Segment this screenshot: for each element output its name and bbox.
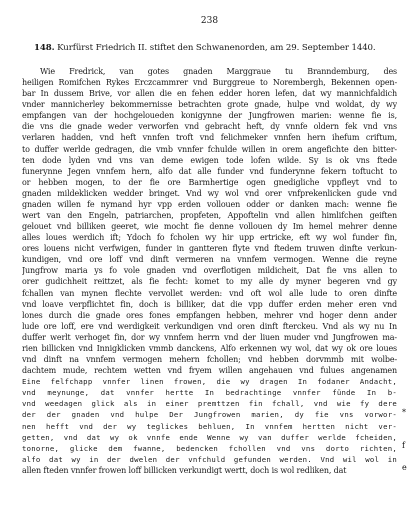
text-line: alles loues werdich ift; Ydoch fo fcholen wy hir upp ertricke, eft wy wol funder fin,	[22, 233, 397, 243]
text-line: vnder mannicherley bekommernisse betrachten grote gnade, hulpe vnd woldat, dy wy	[22, 100, 397, 110]
text-line: tonorne, glicke dem fwanne, bedencken fchollen vnd vns dorto richten,	[22, 443, 397, 453]
text-line: ores louens nicht verfwigen, funder in gantteren flyte vnd ftedem truwen dinfte verkun-	[22, 244, 397, 254]
text-line: Jungfrow maria ys fo vole gnaden vnd overflotigen mildicheit, Dat fie vns allen to	[22, 266, 397, 276]
page-number: 238	[200, 16, 219, 26]
text-line: funerynne Jegen vnnfem hern, alfo dat alle funder vnd funderynne fekern toftucht to	[22, 166, 397, 176]
text-line: verlaren hadden, vnd heft vnnfen troft vnd felichmeker vnnfen hern ihefum criftum,	[22, 133, 397, 143]
document-heading	[22, 43, 397, 53]
document-title: Kurfürst Friedrich II. stiftet den Schwanenorden, am 29. September 1440.	[57, 43, 376, 53]
text-line: gnaden mildeklicken wedder bringet. Vnd wy wol vnd orer vnfprekenlicken gude vnd	[22, 188, 397, 198]
document-body	[22, 66, 397, 476]
text-line: allen fteden vnnfer frowen loff billicken verkundigt wertt, doch is wol redliken, dat	[22, 465, 347, 475]
document-number: 148.	[34, 43, 55, 53]
text-line: vnd dinft na vnnfem vermogen mehern fchollen; vnd hebben dorvmmb mit wolbe-	[22, 355, 397, 365]
text-line: gelouet vnd billiken geeret, wie mocht fie denne vollouen dy Im hemel mehrer denne	[22, 222, 397, 232]
text-line: vnd weedagen glick als in einer premttzen fin fchall, vnd wie fy dere	[22, 399, 397, 409]
text-line: nen hefft vnd der wy teglickes behluen, In vnnfem hertten nicht ver-	[22, 421, 397, 431]
text-line: ten dode lyden vnd vns van deme ewigen tode lofen wilde. Sy is ok vns ftede	[22, 155, 397, 165]
text-line: vnd loave verpflichtet fin, doch is billiker, dat die vpp duffer erden meher eren vnd	[22, 299, 397, 309]
text-line: fchallen van mynen flechte vervollet werden: vnd oft wol alle lude to oren dinfte	[22, 288, 397, 298]
text-line: heiligen Romifchen Rykes Erczcammrer vnd Burggreue to Norembergh, Bekennen open-	[22, 78, 397, 88]
text-line: kundigen, vnd ore loff vnd dinft vermeren na vnnfem vermogen. Wenne die reyne	[22, 255, 397, 265]
text-line: bar In dussem Brive, vor allen die en fehen edder horen lefen, dat wy mannichfaldich	[22, 89, 397, 99]
text-line: gnaden willen fe nymand hyr vpp erden vollouen odder or danken mach: wenne fie	[22, 199, 397, 209]
text-line: rien billicken vnd Innigklicken vmmb danckens, Alfo erkennen wy wol, dat wy ok ore loues	[22, 343, 397, 353]
text-line: duffer werlt verhoget fin, dor wy vnnfem herrn vnd der liuen muder vnd Jungfrowen ma-	[22, 332, 397, 342]
text-line: alfo dat wy in der dwelen der vnfchuld gefunden werden. Vnd wil wol in	[22, 454, 397, 464]
text-line: Wie Fredrick, van gotes gnaden Marggraue tu Branndemburg, des	[40, 67, 397, 76]
text-line: der der gnaden vnd hulpe Der Jungfrowen marien, dy fie vns vorwor-	[22, 410, 397, 420]
text-line: dachtem mude, rechtem wetten vnd fryem willen angehauen vnd fulues angenamen	[22, 366, 397, 376]
text-line: or hebben mogen, to der fie ore Barmhertige ogen gnedigliche vppfleyt vnd to	[22, 177, 397, 187]
margin-mark: *	[402, 408, 406, 417]
text-line: orer gudichheit reittzet, als fie fecht: komet to my alle dy myner begeren vnd gy	[22, 277, 397, 287]
margin-mark: f	[402, 441, 405, 450]
text-line: wert van den Engeln, patriarchen, propfeten, Appoftelin vnd allen himlifchen geiften	[22, 211, 397, 221]
text-line: vnd meynunge, dat vnnfer hertte In bedrachtinge vnnfer fünde In b-	[22, 388, 397, 398]
text-line: lones durch die gnade ores fones empfangen hebben, mehrer vnd hoger denn ander	[22, 310, 397, 320]
text-line: lude ore loff, ere vnd werdigkeit verkundigen vnd oren dinft fterckeu. Vnd als wy nu In	[22, 321, 397, 331]
text-line: die vns die gnade weder verworfen vnd gebracht heft, dy vnnfe oldern fek vnd vns	[22, 122, 397, 132]
margin-mark: e	[402, 463, 407, 472]
text-line: Eine felfchapp vnnfer linen frowen, die wy dragen In fodaner Andacht,	[22, 377, 397, 387]
text-line: empfangen van der hochgeloueden konigynne der Jungfrowen marien: wenne fie is,	[22, 111, 397, 121]
text-line: getten, vnd dat wy ok vnnfe ende Wenne wy van duffer werlde fcheiden,	[22, 432, 397, 442]
text-line: to duffer werlde gedragen, die vmb vnnfer fchulde willen in orem angefichte den bitter-	[22, 144, 397, 154]
